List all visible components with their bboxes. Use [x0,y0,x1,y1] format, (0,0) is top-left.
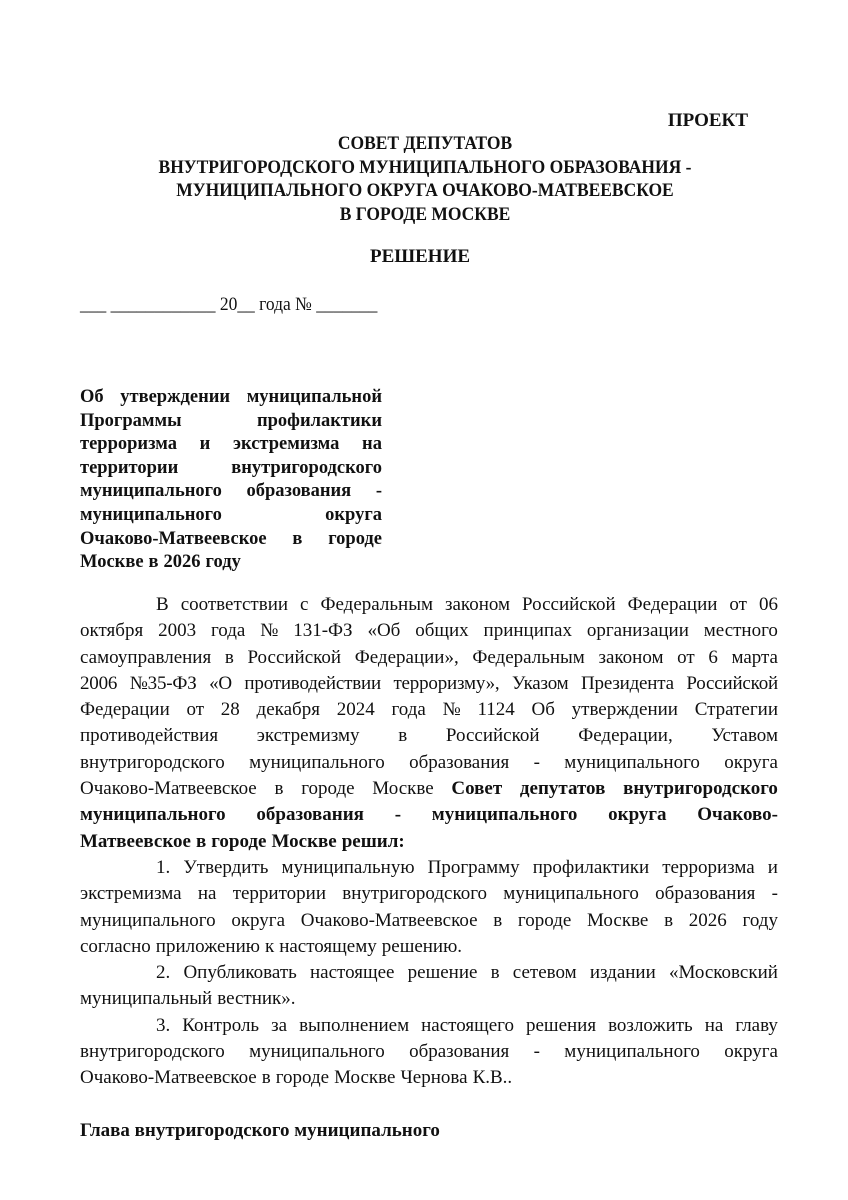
document-type: РЕШЕНИЕ [369,246,471,267]
body-line-bold: муниципального образования - муниципального округа Очаково- [80,804,778,826]
body-line: Очаково-Матвеевское в городе Москве Чернова К.В.. [80,1067,513,1089]
body-line: Федерации от 28 декабря 2024 года № 1124 Об утверждении Стратегии [80,699,778,721]
title-line: терроризма и экстремизма на [80,434,382,455]
header-line: В ГОРОДЕ МОСКВЕ [339,203,511,225]
header-line: ВНУТРИГОРОДСКОГО МУНИЦИПАЛЬНОГО ОБРАЗОВАНИЯ - [158,156,692,178]
body-line: 2. Опубликовать настоящее решение в сетевом издании «Московский [156,962,778,984]
preamble [80,592,778,855]
body-line: 1. Утвердить муниципальную Программу профилактики терроризма и [156,856,778,878]
body-line-mixed: Очаково-Матвеевское в городе Москве Совет депутатов внутригородского [80,778,778,800]
body-line-bold: Матвеевское в городе Москве решил: [80,830,405,852]
issuer-header [108,132,743,226]
body-line: внутригородского муниципального образования - муниципального округа [80,1041,778,1063]
item-1 [80,855,778,960]
item-3 [80,1013,778,1092]
title-line: Об утверждении муниципальной [80,387,382,407]
title-line: Москве в 2026 году [80,552,241,573]
body-line: внутригородского муниципального образования - муниципального округа [80,751,778,773]
title-line: территории внутригородского [80,457,382,478]
body-line: 2006 №35-ФЗ «О противодействии терроризму», Указом Президента Российской [80,672,778,694]
title-line: Программы профилактики [80,410,382,431]
body-line: муниципальный вестник». [80,988,296,1010]
date-number-line: ___ ____________ 20__ года № _______ [80,294,378,315]
body-line: согласно приложению к настоящему решению. [80,935,463,957]
resolution-title [80,386,382,575]
body-line: 3. Контроль за выполнением настоящего решения возложить на главу [156,1014,778,1036]
header-line: МУНИЦИПАЛЬНОГО ОКРУГА ОЧАКОВО-МАТВЕЕВСКОЕ [176,180,674,201]
body-line: муниципального округа Очаково-Матвеевское в городе Москве в 2026 году [80,909,778,931]
signature-title: Глава внутригородского муниципального [80,1120,440,1141]
item-2 [80,960,778,1013]
title-line: Очаково-Матвеевское в городе [80,528,382,549]
title-line: муниципального округа [80,504,382,525]
title-line: муниципального образования - [80,481,382,502]
body-line: самоуправления в Российской Федерации», Федеральным законом от 6 марта [80,646,778,668]
body-line: В соответствии с Федеральным законом Российской Федерации от 06 [156,594,778,615]
body-line: экстремизма на территории внутригородского муниципального образования - [80,883,778,905]
draft-stamp: ПРОЕКТ [667,110,748,131]
body-line: противодействия экстремизму в Российской Федерации, Уставом [80,725,778,747]
resolution-body [80,592,778,1092]
header-line: СОВЕТ ДЕПУТАТОВ [337,133,513,154]
body-line: октября 2003 года № 131-ФЗ «Об общих принципах организации местного [80,620,778,642]
